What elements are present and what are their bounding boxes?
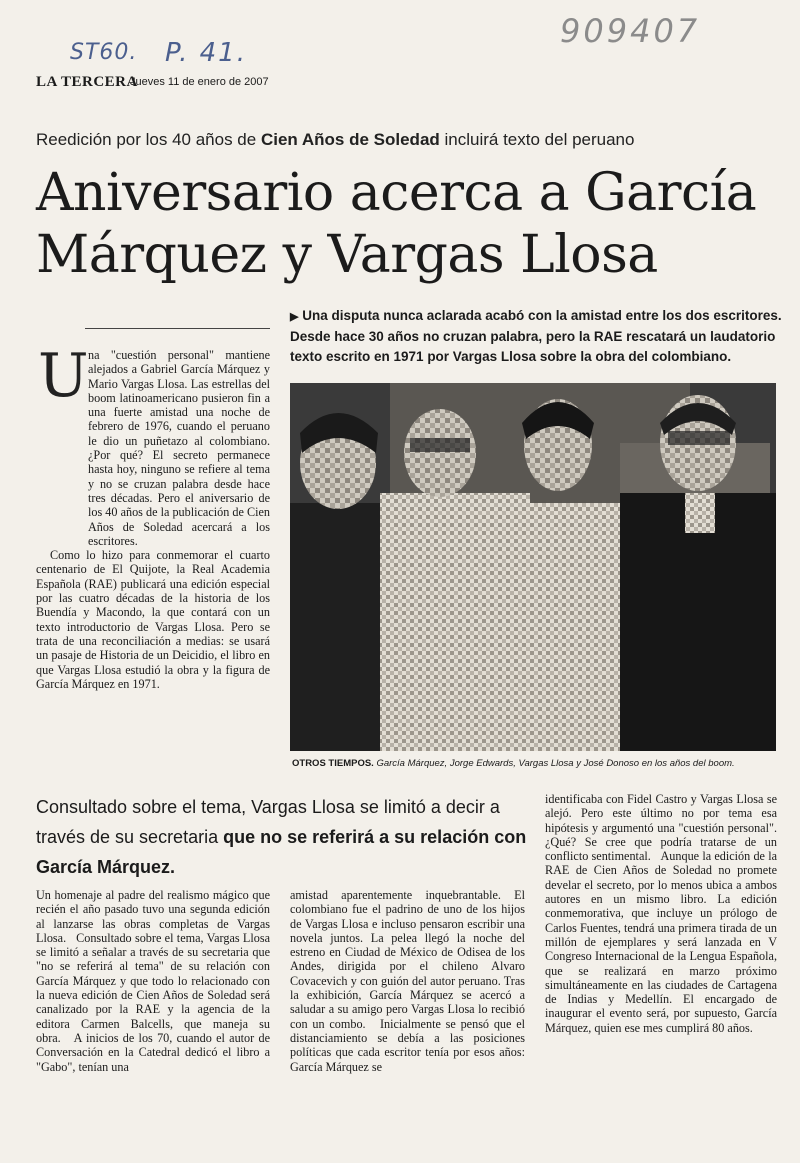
body-column-3: amistad aparentemente inquebrantable. El colombiano fue el padrino de uno de los hijos de Vargas Llosa e incluso pensaron escribir una novela juntos. La pelea llegó la noche del estreno en Ciudad de México de Odisea de los Andes, dirigida por el chileno Alvaro Covacevich y con guión del autor peruano. Tras la exhibición, García Márquez se acercó a saludar a su amigo pero Vargas Llosa lo recibió con un combo. Inicialmente se pensó que el distanciamiento se debía a las posiciones políticas que cada escritor tenía por esos años: García Márquez se: [290, 888, 525, 1074]
article-kicker: Reedición por los 40 años de Cien Años de Soledad incluirá texto del peruano: [36, 130, 635, 149]
handwritten-page-number: P. 41.: [165, 38, 247, 68]
publication-date: Jueves 11 de enero de 2007: [130, 76, 269, 88]
divider: [85, 328, 270, 329]
body-column-1: [36, 341, 270, 691]
paragraph-2: Como lo hizo para conmemorar el cuarto centenario de El Quijote, la Real Academia Española (RAE) publicará una edición especial por las cuatro décadas de la historia de los Buendía y Macondo, la que contará con un texto introductorio de Vargas Llosa. Pero se trata de una reconciliación a medias: se usará un pasaje de Historia de un Deicidio, el libro en que Vargas Llosa estudió la obra y la figura de García Márquez en 1971.: [36, 548, 270, 691]
newspaper-masthead: LA TERCERA: [36, 74, 138, 90]
article-lede: ▶ Una disputa nunca aclarada acabó con la amistad entre los dos escritores. Desde hace 30 años no cruzan palabra, pero la RAE rescatará un laudatorio texto escrito en 1971 por Vargas Llosa sobre la obra del colombiano.: [290, 308, 782, 364]
body-column-2: Un homenaje al padre del realismo mágico que recién el año pasado tuvo una segunda edición al lanzarse las obras completas de Vargas Llosa. Consultado sobre el tema, Vargas Llosa se limitó a señalar a través de su secretaria que "no se referirá al tema" de su relación con García Márquez y que todo lo relacionado con la nueva edición de Cien Años de Soledad será canalizado por la RAE y la agencia de la editora Carmen Balcells, que maneja su obra. A inicios de los 70, cuando el autor de Conversación en la Catedral dedicó el libro a "Gabo", tenían una: [36, 888, 270, 1074]
drop-cap: U: [38, 341, 89, 411]
photo-caption: OTROS TIEMPOS. García Márquez, Jorge Edwards, Vargas Llosa y José Donoso en los años del boom.: [292, 758, 735, 769]
pull-quote: Consultado sobre el tema, Vargas Llosa se limitó a decir a través de su secretaria que no se referirá a su relación con García Márquez.: [36, 797, 527, 877]
archive-id-stamp: 909407: [560, 12, 701, 50]
bullet-triangle-icon: ▶: [290, 311, 299, 323]
body-column-4: identificaba con Fidel Castro y Vargas Llosa se alejó. Pero este último no por tema esa hipótesis y argumentó una "cuestión personal". ¿Qué? Se cree que podría tratarse de un conflicto sentimental. Aunque la edición de la RAE de Cien Años de Soledad no promete develar el secreto, por lo menos ubica a ambos autores en un mismo libro. La edición conmemorativa, que incluye un prólogo de Carlos Fuentes, tendrá una primera tirada de un millón de ejemplares y será lanzada en V Congreso Internacional de la Lengua Española, que se realizará en marzo próximo simultáneamente en las ciudades de Cartagena de Indias y Medellín. El encargado de inaugurar el evento será, por supuesto, García Márquez, quien ese mes cumplirá 80 años.: [545, 792, 777, 1035]
article-photo: [290, 383, 776, 751]
handwritten-note: ST60.: [70, 40, 138, 65]
paragraph-1: na "cuestión personal" mantiene alejados a Gabriel García Márquez y Mario Vargas Llosa. Las estrellas del boom latinoamericano pusieron fin a una fuerte amistad una noche de febrero de 1976, cuando el peruano le dio un puñetazo al colombiano. ¿Por qué? El secreto permanece hasta hoy, ninguno se refiere al tema y no se cruzan palabra desde hace tres décadas. Pero el aniversario de los 40 años de la publicación de Cien Años de Soledad acercará a los escritores.: [88, 348, 270, 548]
kicker-book-title: Cien Años de Soledad: [260, 130, 440, 149]
article-headline: Aniversario acerca a García Márquez y Vargas Llosa: [36, 163, 757, 285]
